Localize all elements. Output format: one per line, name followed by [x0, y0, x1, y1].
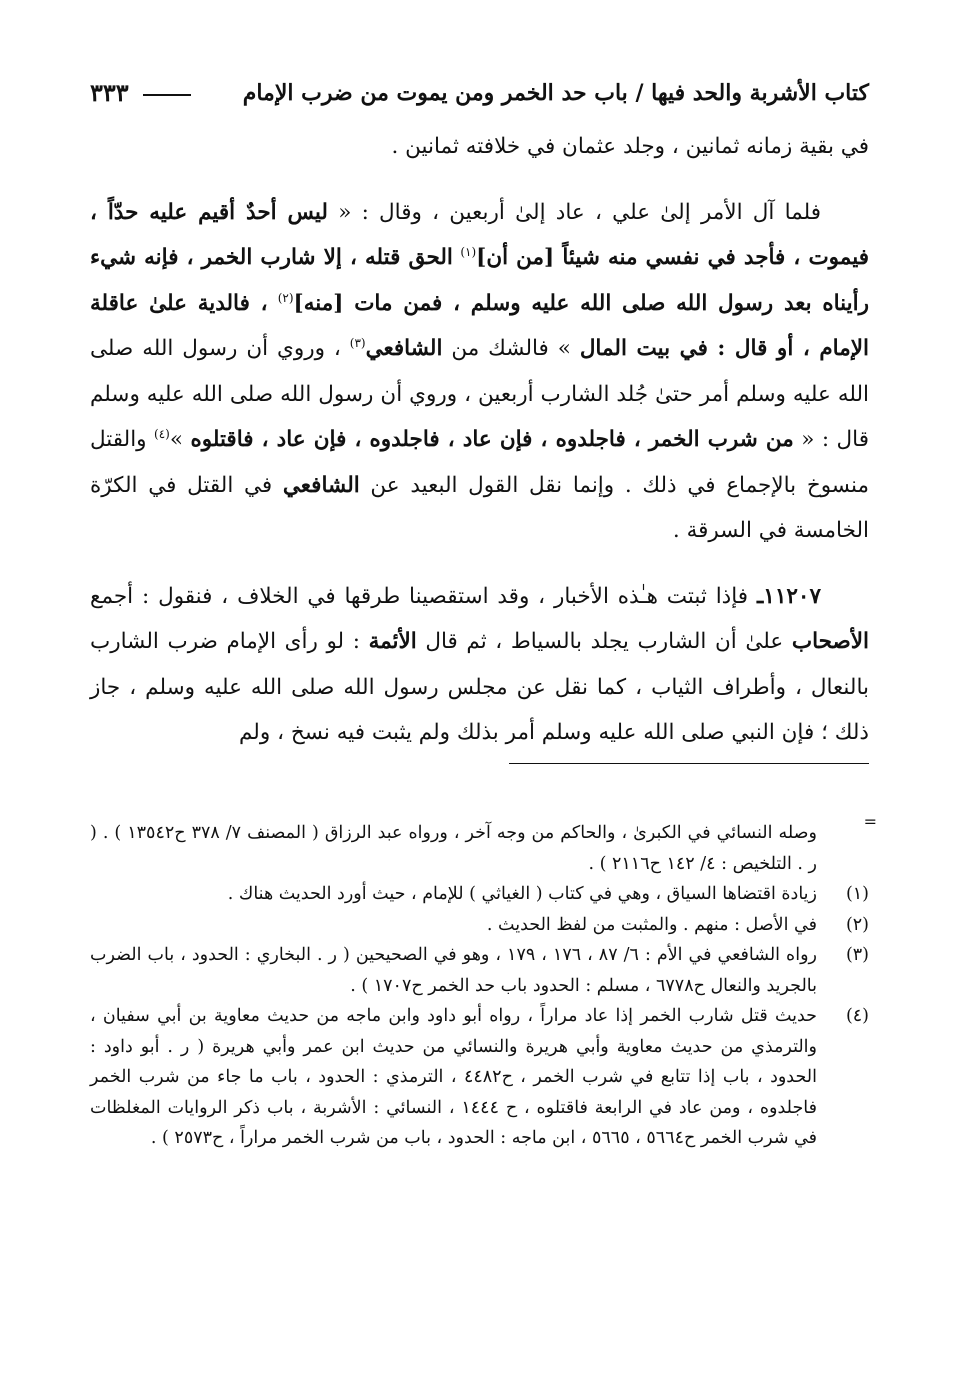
footnote-continuation — [90, 818, 869, 879]
paragraph-1: في بقية زمانه ثمانين ، وجلد عثمان في خلافته ثمانين . — [391, 134, 869, 159]
footnote-ref-4: (٤) — [154, 426, 170, 441]
footnote-number: (١) — [845, 884, 869, 904]
footnote-2 — [90, 910, 869, 941]
footnote-separator — [509, 763, 869, 764]
running-header — [90, 78, 869, 107]
text-span: في القتل في الكرّة الخامسة في السرقة . — [90, 472, 869, 543]
continuation-mark: = — [863, 812, 877, 831]
term-aimma: الأئمة — [368, 629, 417, 654]
header-page-wrap — [90, 78, 201, 107]
text-span: » فالشك من — [451, 336, 571, 361]
footnote-text: زيادة اقتضاها السياق ، وهي في كتاب ( الغياثي ) للإمام ، حيث أورد الحديث هناك . — [227, 884, 817, 904]
text-span: علىٰ أن الشارب يجلد بالسياط ، ثم قال — [425, 629, 784, 654]
name-shafii: الشافعي — [282, 472, 360, 498]
text-span: فلما آل الأمر إلىٰ علي ، عاد إلىٰ أربعين ، وقال : « — [338, 199, 821, 225]
footnote-number: (٤) — [845, 1006, 869, 1026]
footnote-text: وصله النسائي في الكبرىٰ ، والحاكم من وجه آخر ، ورواه عبد الرزاق ( المصنف ٧/ ٣٧٨ ح١٣٥٤٢ ) . ( ر . التلخيص : ٤/ ١٤٢ ح٢١١٦ ) . — [90, 823, 817, 874]
paragraph-3 — [90, 574, 869, 756]
footnote-text: حديث قتل شارب الخمر إذا عاد مراراً ، رواه أبو داود وابن ماجه من حديث معاوية بن أبي سفيان ، والترمذي من حديث معاوية وأبي هريرة والنسائي من حديث ابن عمر وأبي هريرة ( ر . أبو داود : الحدود ، باب إذا تتابع في شرب الخمر ، ح٤٤٨٢ ، الترمذي : الحدود ، باب ما جاء من شرب الخمر فاجلدوه ، ومن عاد في الرابعة فاقتلوه ، ح ١٤٤٤ ، النسائي : الأشربة ، باب ذكر الروايات المغلظات في شرب الخمر ح٥٦٦٤ ، ٥٦٦٥ ، ابن ماجه : الحدود ، باب من شرب الخمر مراراً ، ح٢٥٧٣ ) . — [90, 1006, 817, 1148]
hadith-quote: من شرب الخمر ، فاجلدوه ، فإن عاد ، فاجلدوه ، فإن عاد ، فاقتلوه — [190, 427, 794, 452]
footnote-text: رواه الشافعي في الأم : ٦/ ٨٧ ، ١٧٦ ، ١٧٩ ، وهو في الصحيحين ( ر . البخاري : الحدود ، باب الضرب بالجريد والنعال ح٦٧٧٨ ، مسلم : الحدود باب حد الخمر ح١٧٠٧ ) . — [90, 945, 817, 996]
text-span: » — [169, 427, 183, 452]
term-ashab: الأصحاب — [791, 629, 869, 654]
text-span: ، وروي أن رسول الله صلى الله عليه وسلم أمر حتىٰ جُلد الشارب أربعين ، وروي أن رسول الله صلى الله عليه وسلم قال : « — [90, 336, 869, 452]
footnote-ref-1: (١) — [460, 244, 477, 259]
paragraph-2 — [90, 190, 869, 554]
hadith-quote: ، فالدية علىٰ عاقلة الإمام ، أو قال : في بيت المال — [90, 290, 869, 361]
header-title: كتاب الأشربة والحد فيها / باب حد الخمر ومن يموت من ضرب الإمام — [242, 79, 869, 106]
footnote-1 — [90, 879, 869, 910]
footnote-ref-2: (٢) — [277, 290, 294, 305]
text-span: والقتل منسوخ بالإجماع في ذلك . وإنما نقل القول البعيد عن — [90, 427, 869, 498]
footnote-4 — [90, 1001, 869, 1154]
header-dash — [143, 94, 191, 96]
hadith-quote: ليس أحدٌ أقيم عليه حدّاً ، فيموت ، فأجد في نفسي منه شيئاً [من أن] — [90, 199, 869, 270]
text-span: : لو رأى الإمام ضرب الشارب بالنعال ، وأطراف الثياب ، كما نقل عن مجلس رسول الله صلى الله عليه وسلم ، جاز ذلك ؛ فإن النبي صلى الله عليه وسلم أمر بذلك ولم يثبت فيه نسخ ، ولم — [90, 629, 869, 745]
page-number: ٣٣٣ — [90, 78, 129, 107]
text-span: فإذا ثبتت هـٰذه الأخبار ، وقد استقصينا طرقها في الخلاف ، فنقول : أجمع — [90, 583, 749, 609]
footnote-3 — [90, 940, 869, 1001]
hadith-quote: الحق قتله ، إلا شارب الخمر ، فإنه شيء رأيناه بعد رسول الله صلى الله عليه وسلم ، فمن مات [منه] — [90, 245, 869, 316]
footnote-number: (٢) — [845, 914, 869, 935]
footnote-text: في الأصل : منهم . والمثبت من لفظ الحديث . — [486, 914, 817, 935]
main-text — [90, 124, 869, 756]
name-shafii: الشافعي — [365, 336, 443, 361]
footnote-ref-3: (٣) — [349, 335, 366, 350]
footnotes — [90, 818, 869, 1154]
paragraph-number: ١١٢٠٧ـ — [756, 583, 822, 609]
footnote-number: (٣) — [845, 945, 869, 965]
